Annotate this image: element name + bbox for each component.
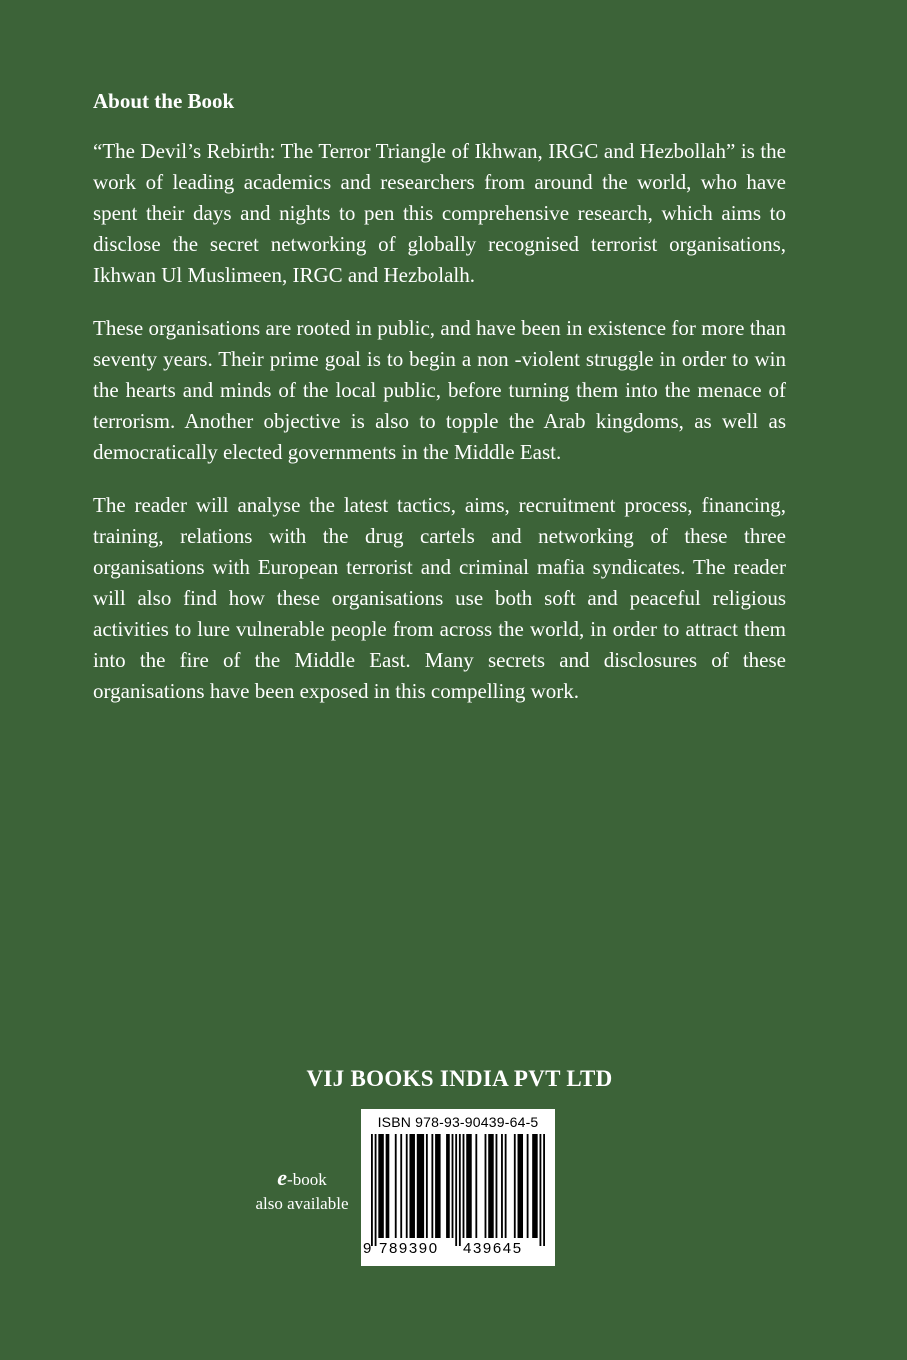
ebook-line-2: also available [255,1194,349,1213]
ebook-suffix: -book [287,1170,327,1189]
barcode-bar [514,1134,516,1238]
barcode-bar [496,1134,498,1238]
barcode-bar [518,1134,523,1238]
barcode-bar [532,1134,537,1238]
barcode-guard-bar [543,1134,545,1246]
barcode-right-group: 439645 [463,1240,523,1257]
barcode-guard-bar [540,1134,542,1246]
publisher-name [0,1064,907,1094]
barcode-bar [501,1134,503,1238]
barcode-bar [426,1134,428,1238]
ebook-line-1 [246,1166,358,1192]
barcode-bar [485,1134,487,1238]
about-section [93,86,786,729]
ebook-e-glyph: e [277,1165,288,1190]
about-paragraph-1: “The Devil’s Rebirth: The Terror Triangle of Ikhwan, IRGC and Hezbollah” is the work of leading academics and researchers from around the world, who have spent their days and nights to pen this comprehensive research, which aims to disclose the secret networking of globally recognised terrorist organisations, Ikhwan Ul Muslimeen, IRGC and Hezbolalh. [93,139,786,287]
barcode-bars [371,1134,545,1246]
barcode-bar [505,1134,507,1238]
about-paragraph-2: These organisations are rooted in public, and have been in existence for more than seventy years. Their prime goal is to begin a non -violent struggle in order to win the hearts and minds of the local public, before turning them into the menace of terrorism. Another objective is also to topple the Arab kingdoms, as well as democratically elected governments in the Middle East. [93,316,786,464]
barcode-bar [466,1134,471,1238]
isbn-barcode [361,1109,555,1266]
barcode-guard-bar [375,1134,377,1246]
barcode-bar [409,1134,414,1238]
barcode-guard-bar [455,1134,457,1246]
barcode-guard-bar [459,1134,461,1246]
barcode-bar [475,1134,477,1238]
barcode-guard-bar [371,1134,373,1246]
barcode-bar [378,1134,383,1238]
barcode-bar [395,1134,397,1238]
barcode-bar [488,1134,493,1238]
barcode-bar [406,1134,408,1238]
barcode-bar [400,1134,402,1238]
barcode-bar [463,1134,465,1238]
barcode-bar [452,1134,454,1238]
about-paragraph-3: The reader will analyse the latest tactics, aims, recruitment process, financing, training, relations with the drug cartels and networking of these three organisations with European terrorist and criminal mafia syndicates. The reader will also find how these organisations use both soft and peaceful religious activities to lure vulnerable people from across the world, in order to attract them into the fire of the Middle East. Many secrets and disclosures of these organisations have been exposed in this compelling work. [93,493,786,703]
barcode-bar [431,1134,433,1238]
barcode-first-digit: 9 [363,1240,372,1257]
barcode-left-group: 789390 [379,1240,439,1257]
about-heading: About the Book [93,89,235,113]
barcode-bar [417,1134,424,1238]
barcode-bar [435,1134,440,1238]
barcode-bar [527,1134,529,1238]
barcode-bar [446,1134,450,1238]
barcode-bar [386,1134,390,1238]
isbn-label: ISBN 978-93-90439-64-5 [377,1114,539,1130]
publisher-name-text: VIJ BOOKS INDIA PVT LTD [306,1066,613,1091]
ebook-note [246,1166,358,1216]
